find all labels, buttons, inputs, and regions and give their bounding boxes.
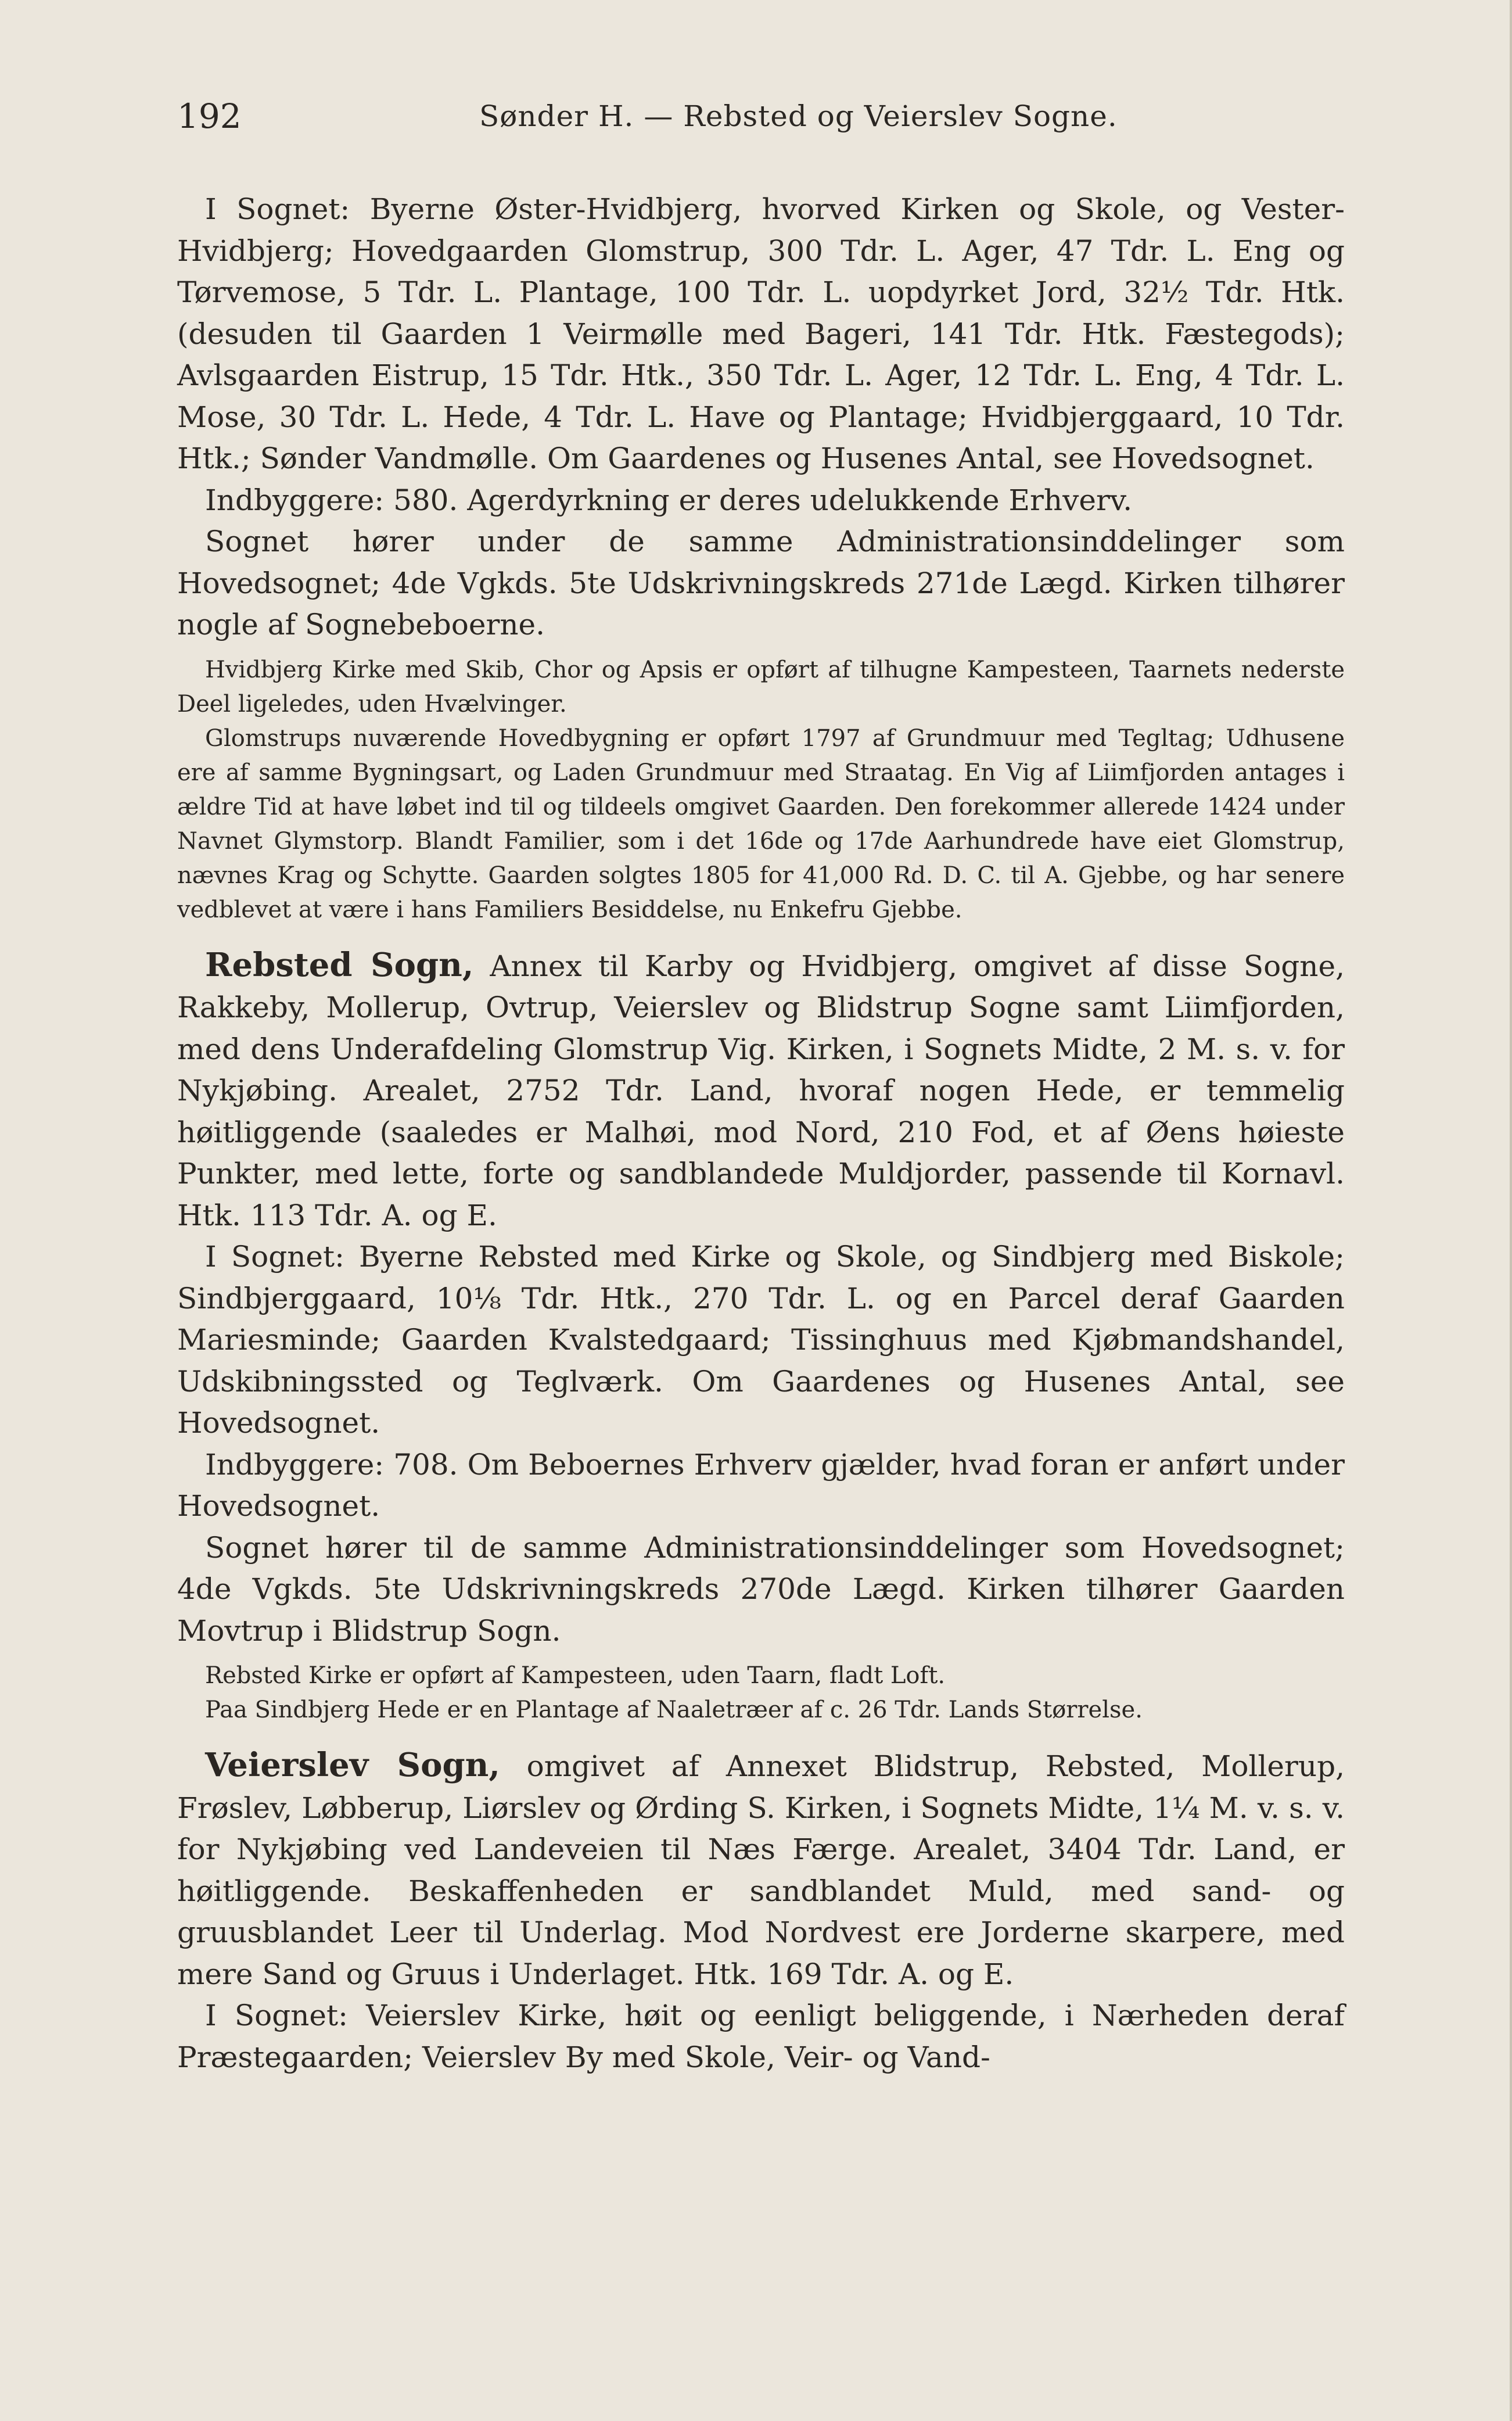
footnote-block-1	[177, 653, 1345, 927]
page-number: 192	[177, 96, 242, 136]
note-hvidbjerg-kirke: Hvidbjerg Kirke med Skib, Chor og Apsis er opført af tilhugne Kampesteen, Taarnets nederste Deel ligeledes, uden Hvælvinger.	[177, 656, 1345, 718]
footnote-block-2	[177, 1659, 1345, 1727]
paragraph-i-sognet	[177, 189, 1345, 480]
page-edge	[1510, 0, 1512, 2421]
veierslev-text-i-sognet: Veierslev Kirke, høit og eenligt beliggende, i Nærheden deraf Præstegaarden; Veierslev By med Skole, Veir- og Vand-	[177, 1999, 1345, 2074]
paragraph-veierslev-i-sognet	[177, 1995, 1345, 2078]
note-glomstrup: Glomstrups nuværende Hovedbygning er opført 1797 af Grundmuur med Tegltag; Udhusene ere af samme Bygningsart, og Laden Grundmuur med Straatag. En Vig af Liimfjorden antages i ældre Tid at have løbet ind til og tildeels omgivet Gaarden. Den forekommer allerede 1424 under Navnet Glymstorp. Blandt Familier, som i det 16de og 17de Aarhundrede have eiet Glomstrup, nævnes Krag og Schytte. Gaarden solgtes 1805 for 41,000 Rd. D. C. til A. Gjebbe, og har senere vedblevet at være i hans Familiers Besiddelse, nu Enkefru Gjebbe.	[177, 724, 1345, 923]
section-veierslev	[177, 1745, 1345, 2078]
label-indbyggere: Indbyggere:	[205, 483, 394, 517]
main-text	[177, 189, 1345, 2078]
paragraph-rebsted-indbyggere	[177, 1444, 1345, 1527]
veierslev-title: Veierslev Sogn,	[205, 1746, 500, 1784]
paragraph-rebsted-i-sognet	[177, 1236, 1345, 1444]
page-header	[177, 93, 1345, 139]
label-i-sognet: I Sognet:	[205, 192, 370, 226]
note-sindbjerg-hede: Paa Sindbjerg Hede er en Plantage af Naaletræer af c. 26 Tdr. Lands Størrelse.	[205, 1697, 1143, 1723]
text-indbyggere: 580. Agerdyrkning er deres udelukkende Erhverv.	[393, 483, 1133, 517]
note-rebsted-kirke: Rebsted Kirke er opført af Kampesteen, uden Taarn, fladt Loft.	[205, 1662, 946, 1689]
text-i-sognet: Byerne Øster-Hvidbjerg, hvorved Kirken og Skole, og Vester-Hvidbjerg; Hovedgaarden Glomstrup, 300 Tdr. L. Ager, 47 Tdr. L. Eng og Tørvemose, 5 Tdr. L. Plantage, 100 Tdr. L. uopdyrket Jord, 32½ Tdr. Htk. (desuden til Gaarden 1 Veirmølle med Bageri, 141 Tdr. Htk. Fæstegods); Avlsgaarden Eistrup, 15 Tdr. Htk., 350 Tdr. L. Ager, 12 Tdr. L. Eng, 4 Tdr. L. Mose, 30 Tdr. L. Hede, 4 Tdr. L. Have og Plantage; Hvidbjerggaard, 10 Tdr. Htk.; Sønder Vandmølle. Om Gaardenes og Husenes Antal, see Hovedsognet.	[177, 192, 1345, 475]
paragraph-indbyggere	[177, 480, 1345, 522]
running-title: Sønder H. — Rebsted og Veierslev Sogne.	[479, 99, 1118, 133]
rebsted-intro-text: Annex til Karby og Hvidbjerg, omgivet af disse Sogne, Rakkeby, Mollerup, Ovtrup, Veierslev og Blidstrup Sogne samt Liimfjorden, med dens Underafdeling Glomstrup Vig. Kirken, i Sognets Midte, 2 M. s. v. for Nykjøbing. Arealet, 2752 Tdr. Land, hvoraf nogen Hede, er temmelig høitliggende (saaledes er Malhøi, mod Nord, 210 Fod, et af Øens høieste Punkter, med lette, forte og sandblandede Muldjorder, passende til Kornavl. Htk. 113 Tdr. A. og E.	[177, 949, 1345, 1232]
paragraph-veierslev-intro	[177, 1745, 1345, 1995]
rebsted-label-i-sognet: I Sognet:	[205, 1240, 360, 1274]
veierslev-label-i-sognet: I Sognet:	[205, 1999, 367, 2032]
paragraph-administration: Sognet hører under de samme Administrationsinddelinger som Hovedsognet; 4de Vgkds. 5te Udskrivningskreds 271de Lægd. Kirken tilhører nogle af Sognebeboerne.	[177, 525, 1345, 641]
rebsted-label-indbyggere: Indbyggere:	[205, 1447, 394, 1482]
book-page	[177, 93, 1345, 2359]
rebsted-title: Rebsted Sogn,	[205, 945, 474, 984]
rebsted-text-indbyggere: 708. Om Beboernes Erhverv gjælder, hvad foran er anført under Hovedsognet.	[177, 1447, 1345, 1523]
section-rebsted	[177, 945, 1345, 1728]
veierslev-intro-text: omgivet af Annexet Blidstrup, Rebsted, Mollerup, Frøslev, Løbberup, Liørslev og Ørding S. Kirken, i Sognets Midte, 1¼ M. v. s. v. for Nykjøbing ved Landeveien til Næs Færge. Arealet, 3404 Tdr. Land, er høitliggende. Beskaffenheden er sandblandet Muld, med sand- og gruusblandet Leer til Underlag. Mod Nordvest ere Jorderne skarpere, med mere Sand og Gruus i Underlaget. Htk. 169 Tdr. A. og E.	[177, 1749, 1345, 1991]
paragraph-rebsted-intro	[177, 945, 1345, 1237]
paragraph-rebsted-administration: Sognet hører til de samme Administrationsinddelinger som Hovedsognet; 4de Vgkds. 5te Udskrivningskreds 270de Lægd. Kirken tilhører Gaarden Movtrup i Blidstrup Sogn.	[177, 1530, 1345, 1648]
rebsted-text-i-sognet: Byerne Rebsted med Kirke og Skole, og Sindbjerg med Biskole; Sindbjerggaard, 10⅛ Tdr. Htk., 270 Tdr. L. og en Parcel deraf Gaarden Mariesminde; Gaarden Kvalstedgaard; Tissinghuus med Kjøbmandshandel, Udskibningssted og Teglværk. Om Gaardenes og Husenes Antal, see Hovedsognet.	[177, 1240, 1345, 1440]
